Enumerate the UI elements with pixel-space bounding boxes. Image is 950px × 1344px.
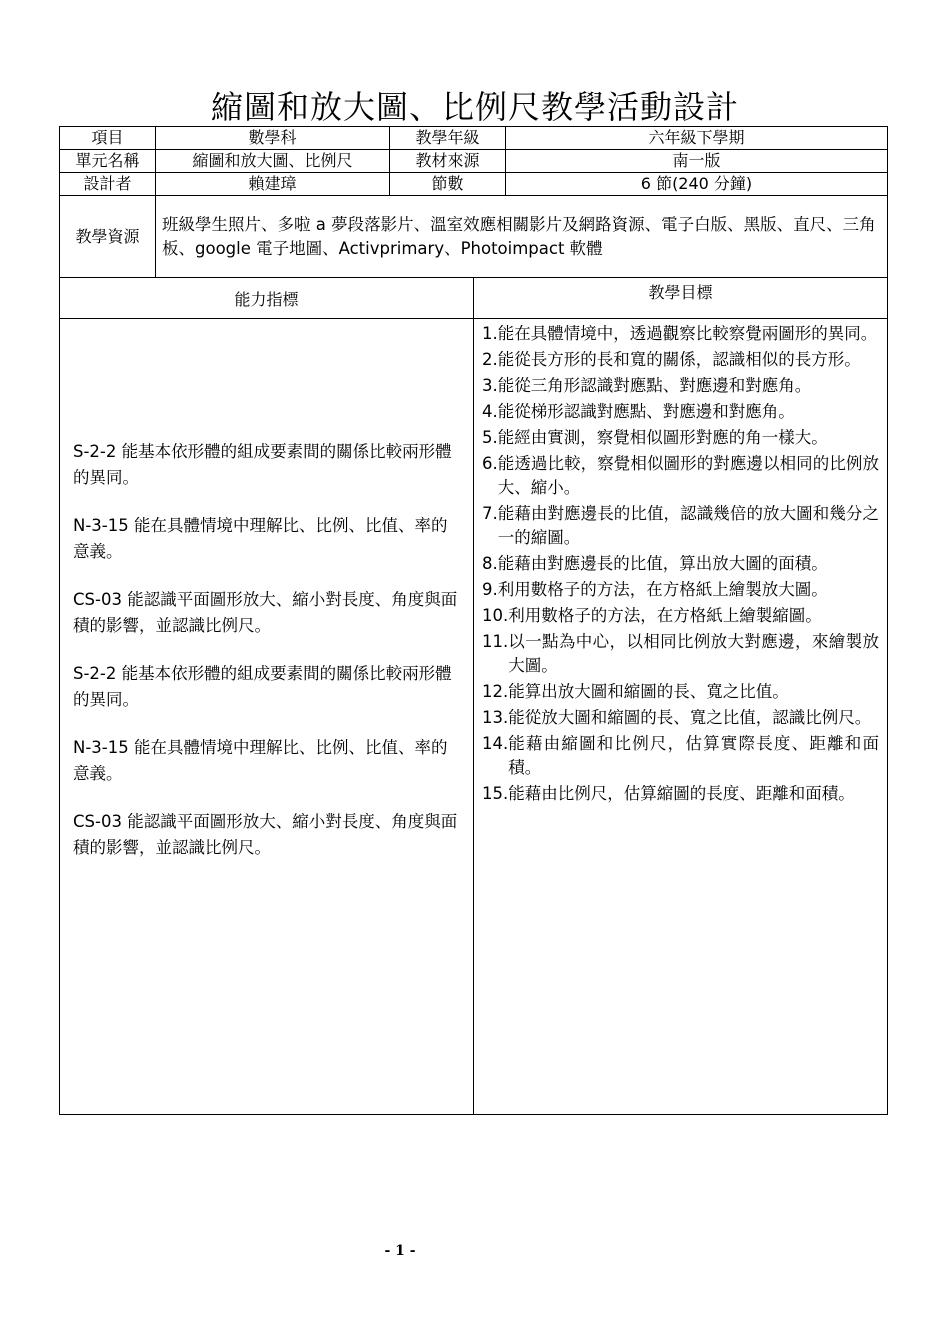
- objective-number: 6.: [482, 454, 498, 473]
- objective-text: 以一點為中心，以相同比例放大對應邊，來繪製放大圖。: [508, 632, 879, 675]
- subject-value: 數學科: [156, 127, 390, 150]
- objective-text: 能藉由對應邊長的比值，算出放大圖的面積。: [497, 554, 828, 573]
- objective-text: 能從長方形的長和寬的關係，認識相似的長方形。: [497, 350, 861, 369]
- objective-number: 14.: [482, 734, 509, 753]
- objective-number: 8.: [482, 554, 498, 573]
- info-row-unit: [60, 150, 888, 173]
- objective-item: [482, 374, 879, 398]
- objective-item: [482, 400, 879, 424]
- unit-value: 縮圖和放大圖、比例尺: [156, 150, 390, 173]
- info-table: [59, 126, 888, 278]
- designer-value: 賴建璋: [156, 173, 390, 196]
- objective-number: 2.: [482, 350, 498, 369]
- designer-label: 設計者: [60, 173, 156, 196]
- objectives-cell: [474, 319, 888, 1115]
- grade-value: 六年級下學期: [506, 127, 888, 150]
- resources-value: 班級學生照片、多啦 a 夢段落影片、溫室效應相關影片及網路資源、電子白版、黑版、直尺、三角板、google 電子地圖、Activprimary、Photoimpact 軟體: [156, 196, 888, 278]
- indicators-objectives-table: [59, 277, 888, 1115]
- objective-number: 13.: [482, 708, 509, 727]
- objective-text: 能算出放大圖和縮圖的長、寬之比值。: [508, 682, 789, 701]
- objective-item: [482, 452, 879, 500]
- objective-text: 利用數格子的方法，在方格紙上繪製縮圖。: [508, 606, 822, 625]
- objective-text: 能藉由比例尺，估算縮圖的長度、距離和面積。: [508, 784, 855, 803]
- objective-text: 能從梯形認識對應點、對應邊和對應角。: [497, 402, 795, 421]
- indicators-cell: [60, 319, 474, 1115]
- indicator-item: N-3-15 能在具體情境中理解比、比例、比值、率的意義。: [73, 738, 448, 783]
- objective-item: [482, 348, 879, 372]
- objective-number: 1.: [482, 324, 498, 343]
- objective-item: [482, 604, 879, 628]
- objective-text: 能透過比較，察覺相似圖形的對應邊以相同的比例放大、縮小。: [497, 454, 879, 497]
- indicators-header: 能力指標: [60, 278, 474, 319]
- objective-text: 能從三角形認識對應點、對應邊和對應角。: [497, 376, 812, 395]
- objective-item: [482, 502, 879, 550]
- objective-number: 3.: [482, 376, 498, 395]
- objective-text: 能從放大圖和縮圖的長、寬之比值，認識比例尺。: [508, 708, 872, 727]
- resources-label: 教學資源: [60, 196, 156, 278]
- source-label: 教材來源: [390, 150, 506, 173]
- objective-text: 能藉由縮圖和比例尺，估算實際長度、距離和面積。: [508, 734, 879, 777]
- objective-item: [482, 680, 879, 704]
- subject-label: 項目: [60, 127, 156, 150]
- page-title: 縮圖和放大圖、比例尺教學活動設計: [210, 88, 739, 126]
- grade-label: 教學年級: [390, 127, 506, 150]
- periods-value: 6 節(240 分鐘): [506, 173, 888, 196]
- info-row-resources: [60, 196, 888, 278]
- source-value: 南一版: [506, 150, 888, 173]
- objective-item: [482, 322, 879, 346]
- objective-number: 15.: [482, 784, 509, 803]
- objective-number: 4.: [482, 402, 498, 421]
- objective-number: 5.: [482, 428, 498, 447]
- indicator-item: S-2-2 能基本依形體的組成要素間的關係比較兩形體的異同。: [73, 664, 452, 709]
- main-header-row: [60, 278, 888, 319]
- page-number: - 1 -: [384, 1243, 416, 1259]
- objective-text: 能在具體情境中，透過觀察比較察覺兩圖形的異同。: [497, 324, 878, 343]
- main-body-row: [60, 319, 888, 1115]
- objective-number: 11.: [482, 632, 509, 651]
- objective-item: [482, 426, 879, 450]
- objective-text: 能經由實測，察覺相似圖形對應的角一樣大。: [497, 428, 828, 447]
- indicator-item: CS-03 能認識平面圖形放大、縮小對長度、角度與面積的影響，並認識比例尺。: [73, 812, 458, 857]
- objective-item: [482, 630, 879, 678]
- objective-item: [482, 706, 879, 730]
- objective-item: [482, 552, 879, 576]
- objective-text: 利用數格子的方法，在方格紙上繪製放大圖。: [497, 580, 828, 599]
- objective-item: [482, 578, 879, 602]
- indicator-item: N-3-15 能在具體情境中理解比、比例、比值、率的意義。: [73, 516, 448, 561]
- objectives-list: [482, 322, 879, 806]
- objective-item: [482, 782, 879, 806]
- objective-item: [482, 732, 879, 780]
- objective-number: 12.: [482, 682, 509, 701]
- indicator-item: S-2-2 能基本依形體的組成要素間的關係比較兩形體的異同。: [73, 442, 452, 487]
- objective-number: 9.: [482, 580, 498, 599]
- info-row-subject: [60, 127, 888, 150]
- unit-label: 單元名稱: [60, 150, 156, 173]
- periods-label: 節數: [390, 173, 506, 196]
- objectives-header: 教學目標: [474, 278, 888, 319]
- info-row-designer: [60, 173, 888, 196]
- objective-number: 10.: [482, 606, 509, 625]
- objective-text: 能藉由對應邊長的比值，認識幾倍的放大圖和幾分之一的縮圖。: [497, 504, 879, 547]
- objective-number: 7.: [482, 504, 498, 523]
- indicator-item: CS-03 能認識平面圖形放大、縮小對長度、角度與面積的影響，並認識比例尺。: [73, 590, 458, 635]
